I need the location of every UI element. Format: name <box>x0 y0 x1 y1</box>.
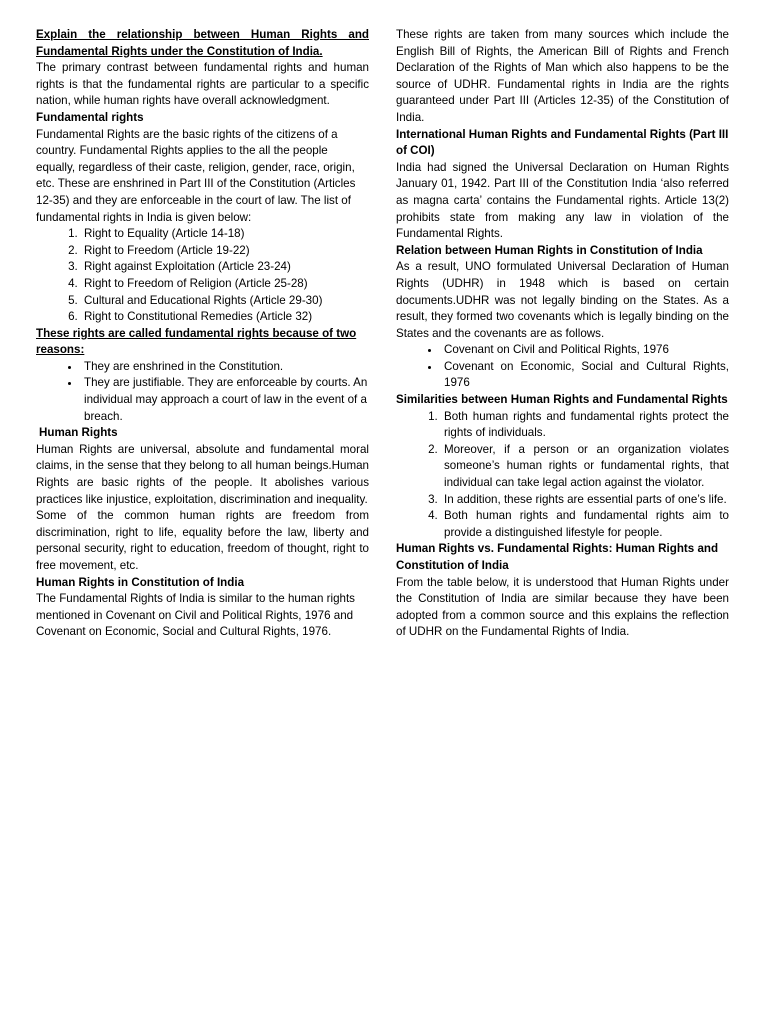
page-title: Explain the relationship between Human Rights and Fundamental Rights under the Constitution of India. <box>36 28 369 58</box>
fundamental-rights-heading: Fundamental rights <box>36 110 144 124</box>
reasons-heading: These rights are called fundamental rights because of two reasons: <box>36 326 357 357</box>
human-rights-constitution-heading: Human Rights in Constitution of India <box>36 575 245 589</box>
list-item: 1. Both human rights and fundamental rights protect the rights of individuals. <box>441 409 729 442</box>
left-column <box>36 27 369 641</box>
right-column <box>396 27 729 641</box>
fundamental-rights-paragraph: Fundamental Rights are the basic rights of the citizens of a country. Fundamental Rights applies to the all the people equally, regardless of their caste, religion, gender, race, origin, etc. These are enshrined in Part III of the Constitution (Articles 12-35) and they are enforceable in the court of law. The list of fundamental rights in India is given below: <box>36 127 356 224</box>
similarities-list <box>396 409 729 542</box>
sources-paragraph: These rights are taken from many sources which include the English Bill of Rights, the American Bill of Rights and French Declaration of the Rights of Man which also happens to be the source of UDHR. Fundamental rights in India are the rights guaranteed under Part III (Articles 12-35) of the Constitution of India. <box>396 28 729 124</box>
list-item: 3. Right against Exploitation (Article 23-24) <box>81 259 369 276</box>
list-item: 3. In addition, these rights are essential parts of one’s life. <box>441 492 729 509</box>
list-item: 2. Moreover, if a person or an organization violates someone’s human rights or fundamental rights, that individual can take legal action against the violator. <box>441 442 729 492</box>
comparison-paragraph: From the table below, it is understood that Human Rights under the Constitution of India are similar because they have been adopted from a common source and this explains the reflection of UDHR on the Fundamental Rights of India. <box>396 575 729 639</box>
international-rights-heading: International Human Rights and Fundamental Rights (Part III of COI) <box>396 127 729 158</box>
relation-paragraph: As a result, UNO formulated Universal Declaration of Human Rights (UDHR) in 1948 which is based on certain documents.UDHR was not legally binding on the States. As a result, they formed two covenants which is legally binding on the States and the covenants are as follows. <box>396 260 729 340</box>
list-item: • Covenant on Civil and Political Rights, 1976 <box>441 342 729 359</box>
human-rights-paragraph: Human Rights are universal, absolute and fundamental moral claims, in the sense that they belong to all human beings.Human Rights are basic rights of the people. It abolishes various practices like injustice, exploitation, discrimination and inequality. <box>36 442 369 506</box>
relation-heading: Relation between Human Rights in Constitution of India <box>396 243 703 257</box>
list-item: • They are enshrined in the Constitution. <box>81 359 369 376</box>
human-rights-constitution-paragraph: The Fundamental Rights of India is similar to the human rights mentioned in Covenant on Civil and Political Rights, 1976 and Covenant on Economic, Social and Cultural Rights, 1976. <box>36 592 355 639</box>
human-rights-heading: Human Rights <box>39 426 118 440</box>
common-human-rights-paragraph: Some of the common human rights are freedom from discrimination, right to life, equality before the law, liberty and personal security, right to education, freedom of thought, right to free movement, etc. <box>36 509 369 572</box>
covenants-list <box>396 342 729 392</box>
similarities-heading: Similarities between Human Rights and Fundamental Rights <box>396 393 728 407</box>
list-item: 4. Right to Freedom of Religion (Article 25-28) <box>81 276 369 293</box>
list-item: • They are justifiable. They are enforceable by courts. An individual may approach a court of law in the event of a breach. <box>81 375 369 425</box>
list-item: • Covenant on Economic, Social and Cultural Rights, 1976 <box>441 359 729 392</box>
fundamental-rights-list <box>36 226 369 326</box>
reasons-list <box>36 359 369 425</box>
intro-paragraph: The primary contrast between fundamental rights and human rights is that the fundamental rights are particular to a specific nation, while human rights have overall acknowledgment. <box>36 61 369 108</box>
list-item: 2. Right to Freedom (Article 19-22) <box>81 243 369 260</box>
list-item: 6. Right to Constitutional Remedies (Article 32) <box>81 309 369 326</box>
list-item: 5. Cultural and Educational Rights (Article 29-30) <box>81 293 369 310</box>
list-item: 1. Right to Equality (Article 14-18) <box>81 226 369 243</box>
comparison-heading: Human Rights vs. Fundamental Rights: Human Rights and Constitution of India <box>396 542 719 572</box>
international-rights-paragraph: India had signed the Universal Declaration on Human Rights January 01, 1942. Part III of the Constitution India ‘also referred as magna carta’ contains the Fundamental rights. Article 13(2) prohibits state from making any law in violation of the Fundamental Rights. <box>396 160 729 241</box>
list-item: 4. Both human rights and fundamental rights aim to provide a distinguished lifestyle for people. <box>441 508 729 541</box>
